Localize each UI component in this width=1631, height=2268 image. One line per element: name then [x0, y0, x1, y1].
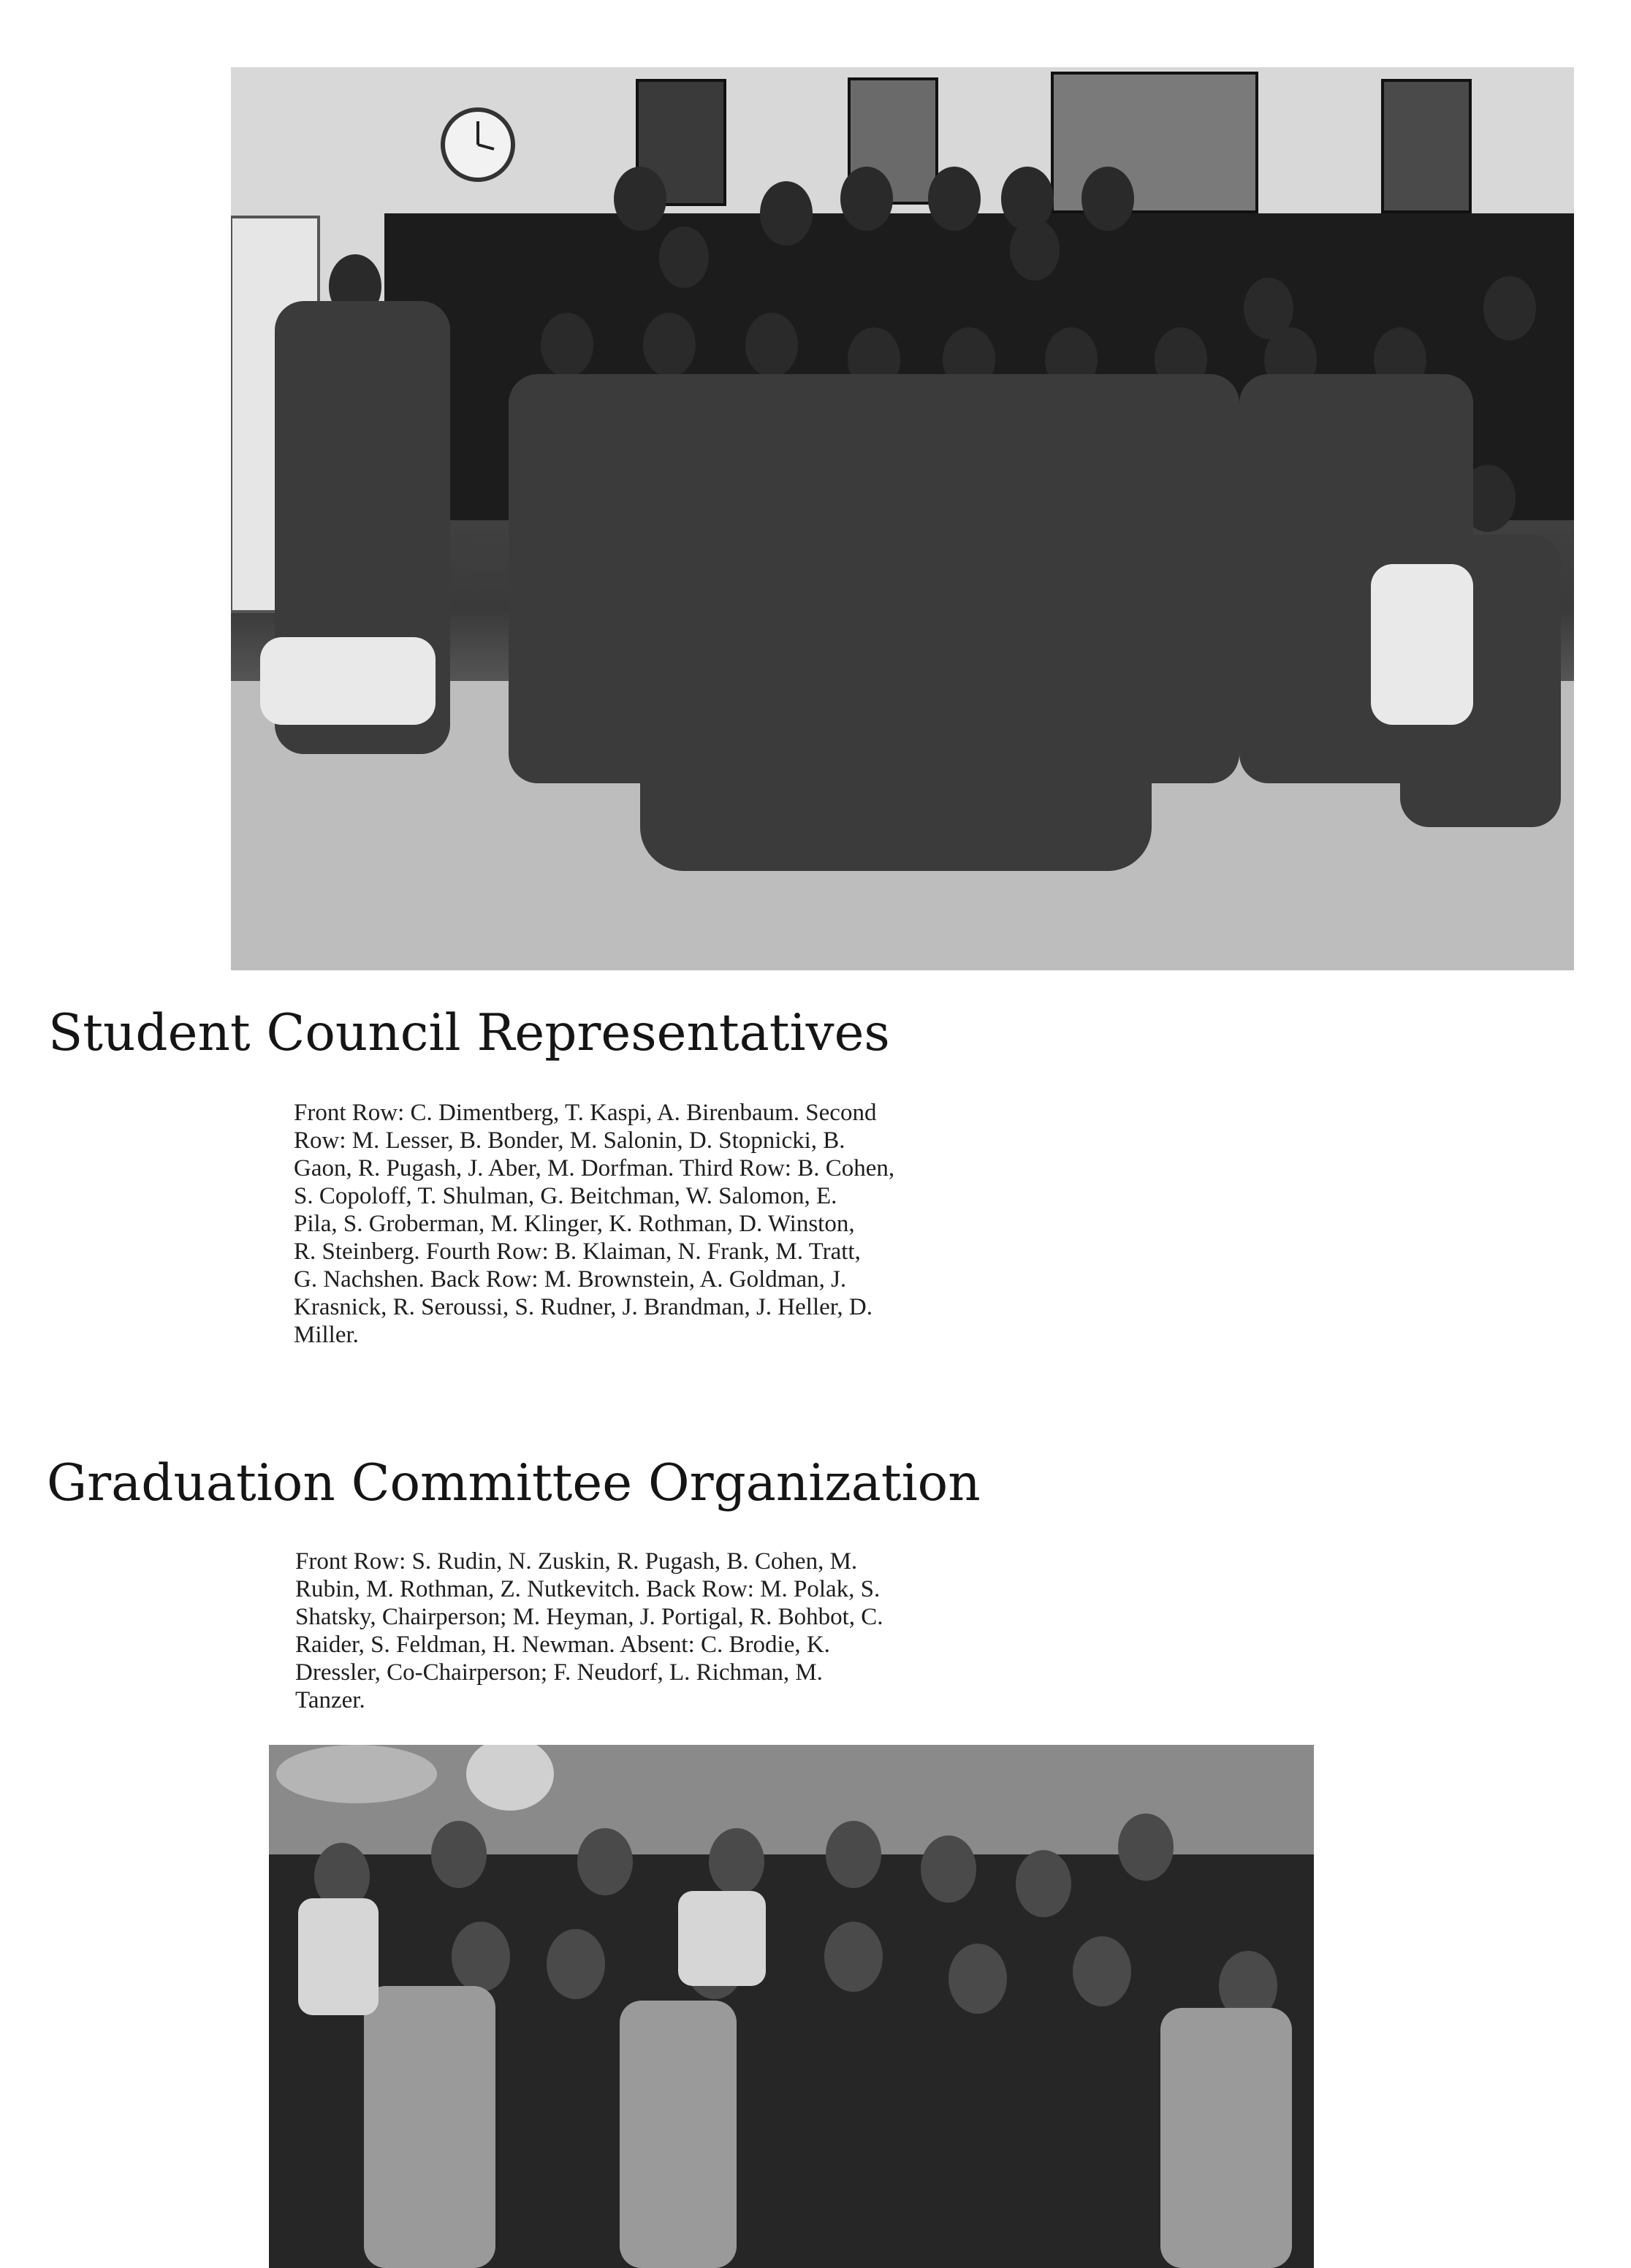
graduation-committee-caption	[295, 1548, 1106, 1714]
caption-line: S. Copoloff, T. Shulman, G. Beitchman, W. Salomon, E.	[294, 1183, 837, 1209]
student-council-heading: Student Council Representatives	[48, 1004, 890, 1062]
graduation-committee-heading: Graduation Committee Organization	[47, 1454, 981, 1512]
caption-line: Tanzer.	[295, 1687, 365, 1713]
caption-line: Front Row: S. Rudin, N. Zuskin, R. Pugash, B. Cohen, M.	[295, 1548, 858, 1575]
student-council-caption	[294, 1099, 1105, 1349]
caption-line: Gaon, R. Pugash, J. Aber, M. Dorfman. Third Row: B. Cohen,	[294, 1155, 895, 1181]
caption-line: Row: M. Lesser, B. Bonder, M. Salonin, D. Stopnicki, B.	[294, 1127, 845, 1154]
caption-line: Raider, S. Feldman, H. Newman. Absent: C. Brodie, K.	[295, 1632, 830, 1658]
caption-line: G. Nachshen. Back Row: M. Brownstein, A. Goldman, J.	[294, 1266, 847, 1293]
graduation-committee-photo	[269, 1745, 1314, 2268]
caption-line: Krasnick, R. Seroussi, S. Rudner, J. Brandman, J. Heller, D.	[294, 1294, 873, 1320]
caption-line: Dressler, Co-Chairperson; F. Neudorf, L. Richman, M.	[295, 1659, 823, 1686]
caption-line: Miller.	[294, 1322, 359, 1348]
caption-line: Rubin, M. Rothman, Z. Nutkevitch. Back Row: M. Polak, S.	[295, 1576, 881, 1602]
caption-line: Shatsky, Chairperson; M. Heyman, J. Portigal, R. Bohbot, C.	[295, 1604, 883, 1630]
caption-line: R. Steinberg. Fourth Row: B. Klaiman, N. Frank, M. Tratt,	[294, 1238, 861, 1265]
caption-line: Pila, S. Groberman, M. Klinger, K. Rothman, D. Winston,	[294, 1211, 855, 1237]
caption-line: Front Row: C. Dimentberg, T. Kaspi, A. Birenbaum. Second	[294, 1100, 877, 1126]
student-council-photo	[231, 67, 1574, 970]
